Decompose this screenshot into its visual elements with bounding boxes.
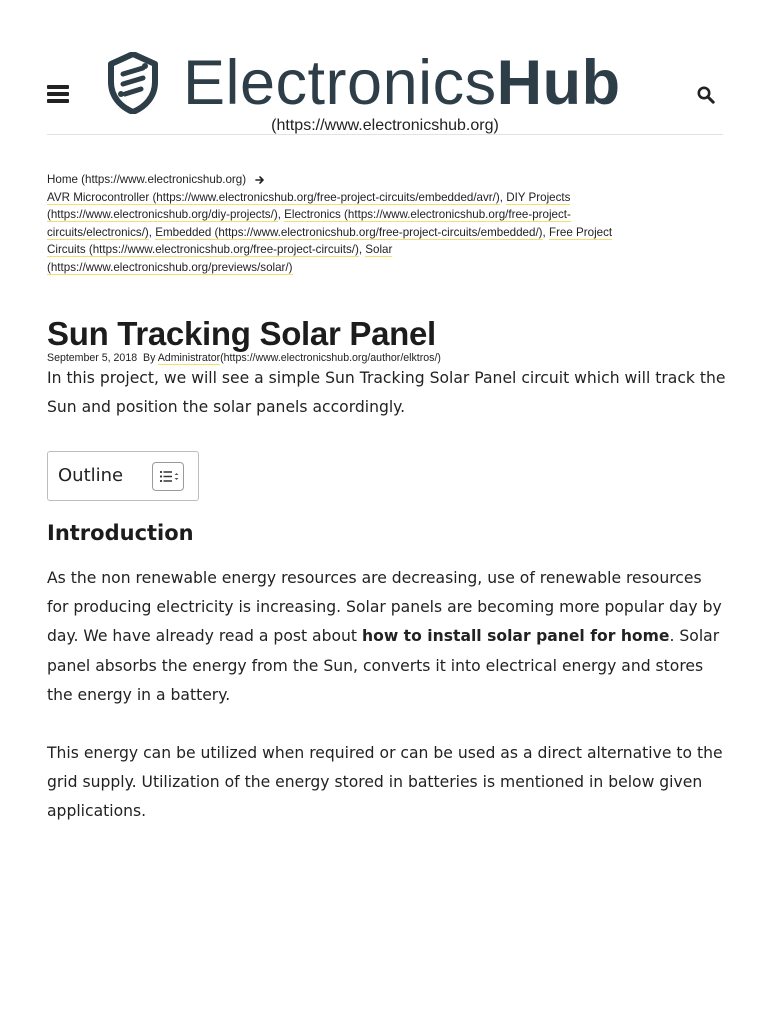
paragraph-1-start: As the non renewable energy resources are decreasing, use of renewable resources for producing electricity is increasing. Solar panels are becoming more popular day by day. We have already read a post about [47, 569, 722, 646]
category-link-avr[interactable]: AVR Microcontroller (https://www.electronicshub.org/free-project-circuits/embedded/avr/) [47, 190, 500, 204]
arrow-right-icon [255, 175, 265, 185]
hamburger-menu-icon[interactable] [47, 85, 69, 103]
author-link[interactable]: Administrator [157, 352, 221, 364]
category-link-diy[interactable]: DIY Projects [506, 190, 571, 204]
table-of-contents [47, 451, 199, 501]
author-by: By [143, 352, 156, 364]
article-meta [47, 352, 441, 364]
breadcrumb-home-link[interactable]: Home (https://www.electronicshub.org) [47, 173, 247, 186]
article-title: Sun Tracking Solar Panel [47, 315, 436, 352]
category-link-solar-url[interactable]: (https://www.electronicshub.org/previews/solar/) [47, 260, 293, 274]
category-link-solar[interactable]: Solar [365, 243, 393, 256]
category-link-embedded[interactable]: Embedded (https://www.electronicshub.org/free-project-circuits/embedded/) [155, 225, 543, 239]
search-icon[interactable] [697, 86, 715, 104]
site-header [47, 40, 723, 135]
paragraph-1-end: . Solar panel absorbs the energy from the Sun, converts it into electrical energy and stores the energy in a battery. [47, 627, 720, 704]
toc-toggle-button[interactable] [152, 462, 184, 491]
article-date: September 5, 2018 [47, 352, 138, 364]
breadcrumb: Home (https://www.electronicshub.org) AVR Microcontroller (https://www.electronicshub.org/free-project-circuits/embedded/avr/), DIY Projects (https://www.electronicshub.org/diy-projects/), Electronics (https://www.electronicshub.org/free-project- circuits/electronics/), Embedded (https://www.electronicshub.org/free-project-circuits/embedded/), Free Project Circuits (https://www.electronicshub.org/free-project-circuits/), Solar (https://www.electronicshub.org/previews/solar/) [47, 173, 613, 274]
category-link-electronics[interactable]: Electronics (https://www.electronicshub.org/free-project- [284, 208, 571, 221]
category-link-free-project[interactable]: Free Project [548, 225, 613, 239]
logo-url: (https://www.electronicshub.org) [271, 117, 499, 134]
author-url: (https://www.electronicshub.org/author/elktros/) [220, 352, 441, 364]
logo-text-thin: Electronics [183, 47, 497, 118]
list-toggle-icon [153, 463, 183, 490]
install-solar-panel-link[interactable]: how to install solar panel for home [362, 627, 670, 646]
category-link-diy-url[interactable]: (https://www.electronicshub.org/diy-projects/) [47, 208, 278, 221]
category-link-electronics-url[interactable]: circuits/electronics/) [47, 225, 149, 239]
logo-text-bold: Hub [496, 47, 621, 118]
logo-wordmark [183, 47, 621, 118]
outline-label: Outline [58, 465, 124, 486]
section-heading-introduction: Introduction [47, 521, 194, 545]
article-intro: In this project, we will see a simple Sun Tracking Solar Panel circuit which will track the Sun and position the solar panels accordingly. [47, 369, 726, 416]
paragraph-2: This energy can be utilized when required or can be used as a direct alternative to the grid supply. Utilization of the energy stored in batteries is mentioned in below given applications. [47, 744, 723, 821]
shield-logo-icon [107, 52, 159, 114]
category-link-free-project-url[interactable]: Circuits (https://www.electronicshub.org/free-project-circuits/) [47, 243, 359, 256]
site-logo[interactable] [107, 47, 655, 118]
paragraph-1 [47, 564, 727, 710]
